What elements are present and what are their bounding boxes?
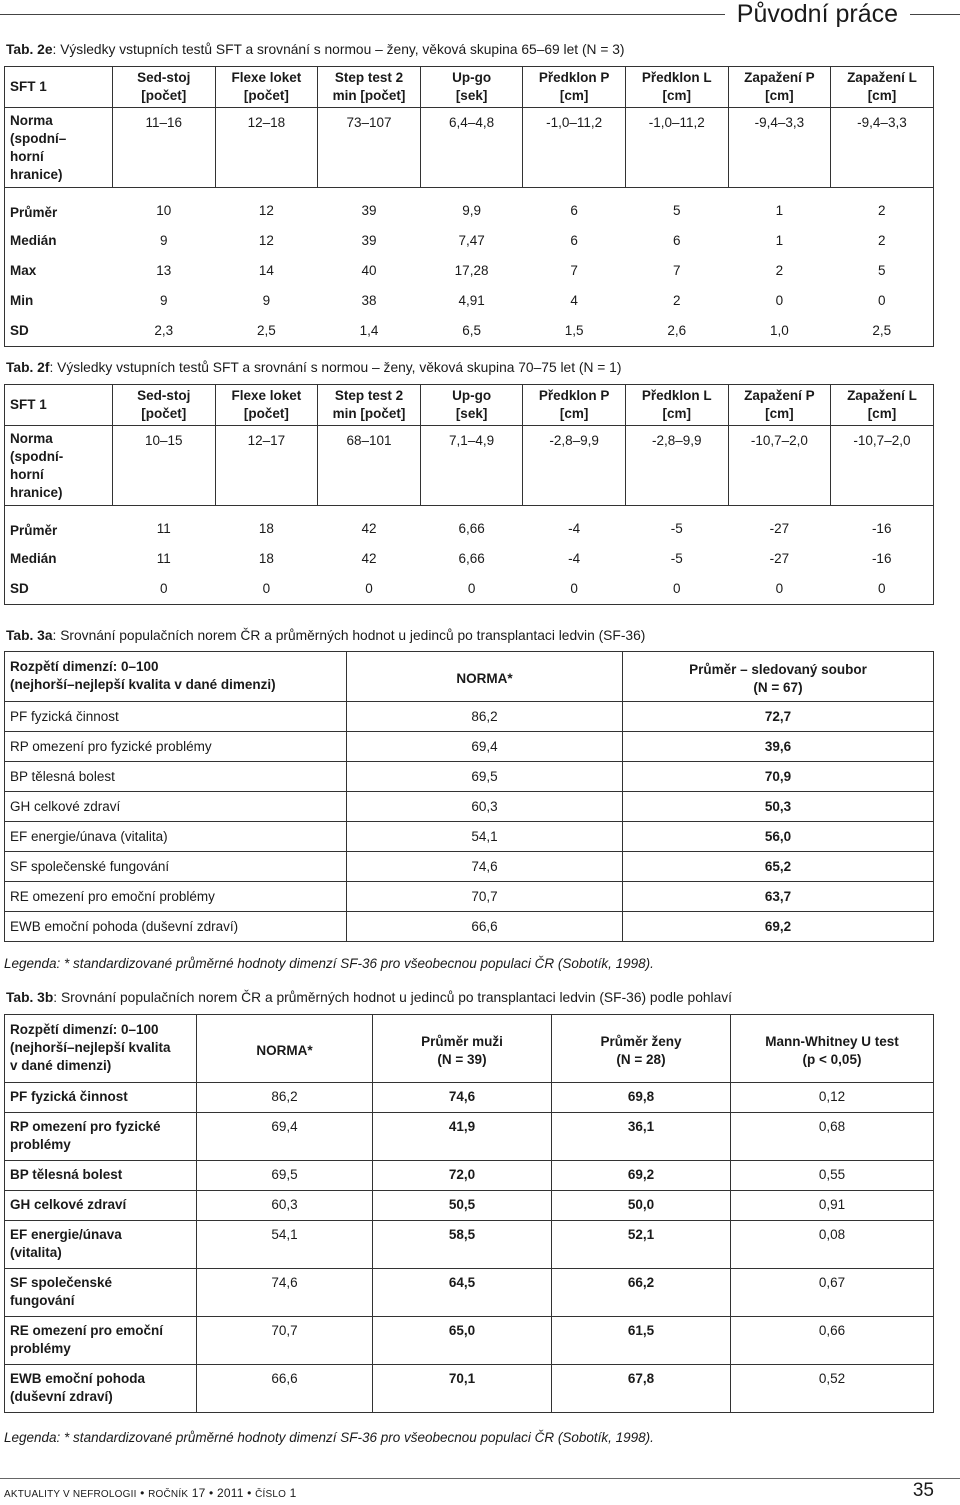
table-row — [5, 702, 934, 732]
table-cell: 7 — [570, 263, 578, 278]
norma-row — [5, 426, 934, 506]
header-row — [5, 1015, 934, 1083]
women-value: 50,0 — [552, 1191, 731, 1221]
column-header: Step test 2 min [počet] — [318, 385, 421, 426]
table-cell: 6,66 — [420, 506, 523, 545]
table-row — [5, 316, 934, 347]
table-cell: 42 — [361, 551, 377, 566]
women-value: 36,1 — [552, 1113, 731, 1161]
column-header: Mann-Whitney U test (p < 0,05) — [731, 1015, 934, 1083]
table-cell: 0 — [318, 574, 421, 605]
mean-value: 50,3 — [623, 792, 934, 822]
table-cell: 2,5 — [215, 316, 318, 347]
header-row — [5, 67, 934, 108]
women-value: 69,8 — [552, 1083, 731, 1113]
table-2f — [4, 384, 934, 605]
row-label: PF fyzická činnost — [5, 702, 347, 732]
table-cell: 7,47 — [458, 233, 485, 248]
header-row — [5, 652, 934, 702]
row-label: RE omezení pro emoční problémy — [5, 1317, 197, 1365]
column-header: Zapažení L [cm] — [831, 385, 934, 426]
women-value: 66,2 — [552, 1269, 731, 1317]
column-header: Předklon L [cm] — [625, 385, 728, 426]
table-cell: 5 — [831, 256, 934, 286]
column-header: Průměr ženy (N = 28) — [552, 1015, 731, 1083]
column-header: NORMA* — [347, 652, 623, 702]
column-header: Zapažení P [cm] — [728, 67, 831, 108]
norma-value: 60,3 — [197, 1191, 373, 1221]
table-cell: 2 — [831, 226, 934, 256]
column-header: Flexe loket [počet] — [215, 385, 318, 426]
mean-value: 72,7 — [623, 702, 934, 732]
column-header: Předklon L [cm] — [625, 67, 728, 108]
norma-value: -9,4–3,3 — [728, 108, 831, 188]
row-label: Průměr — [5, 188, 113, 227]
men-value: 64,5 — [373, 1269, 552, 1317]
table-3a-legend: Legenda: * standardizované průměrné hodnoty dimenzí SF-36 pro všeobecnou populaci ČR (Sobotík, 1998). — [4, 956, 654, 971]
table-cell: 2 — [831, 188, 934, 227]
table-row — [5, 188, 934, 227]
men-value: 74,6 — [373, 1083, 552, 1113]
row-label: RE omezení pro emoční problémy — [5, 882, 347, 912]
table-row — [5, 286, 934, 316]
column-header: Rozpětí dimenzí: 0–100 (nejhorší–nejlepší kvalita v dané dimenzi) — [5, 1015, 197, 1083]
footer-rule — [0, 1478, 960, 1479]
norma-value: -10,7–2,0 — [831, 426, 934, 506]
mean-value: 69,2 — [623, 912, 934, 942]
table-cell: 2 — [775, 263, 784, 278]
table-cell: 0 — [831, 286, 934, 316]
table-row — [5, 226, 934, 256]
table-cell: -4 — [568, 551, 581, 566]
table-cell: 11 — [113, 506, 216, 545]
women-value: 52,1 — [552, 1221, 731, 1269]
row-label: Max — [5, 256, 113, 286]
table-cell: 14 — [258, 263, 274, 278]
p-value: 0,68 — [731, 1113, 934, 1161]
table-cell: 18 — [215, 506, 318, 545]
column-header: Předklon P [cm] — [523, 67, 626, 108]
column-header: Rozpětí dimenzí: 0–100 (nejhorší–nejlepší kvalita v dané dimenzi) — [5, 652, 347, 702]
women-value: 61,5 — [552, 1317, 731, 1365]
column-header: Sed-stoj [počet] — [113, 67, 216, 108]
table-cell: 1,5 — [523, 316, 626, 347]
norma-row — [5, 108, 934, 188]
table-row — [5, 574, 934, 605]
norma-value: 73–107 — [318, 108, 421, 188]
page-number: 35 — [912, 1480, 934, 1501]
table-row — [5, 1161, 934, 1191]
p-value: 0,67 — [731, 1269, 934, 1317]
men-value: 58,5 — [373, 1221, 552, 1269]
row-label: EF energie/únava (vitalita) — [5, 1221, 197, 1269]
row-label: SD — [5, 574, 113, 605]
row-label: Průměr — [5, 506, 113, 545]
table-cell: 1,0 — [728, 316, 831, 347]
men-value: 65,0 — [373, 1317, 552, 1365]
table-cell: -27 — [728, 506, 831, 545]
women-value: 67,8 — [552, 1365, 731, 1413]
row-label: BP tělesná bolest — [5, 762, 347, 792]
norma-label: Norma (spodní– horní hranice) — [5, 108, 113, 188]
table-cell: 40 — [361, 263, 377, 278]
table-row — [5, 1317, 934, 1365]
row-label: PF fyzická činnost — [5, 1083, 197, 1113]
row-label: Medián — [5, 226, 113, 256]
table-cell: 7 — [673, 263, 681, 278]
mean-value: 56,0 — [623, 822, 934, 852]
column-header: Up-go [sek] — [420, 385, 523, 426]
table-cell: 1,4 — [318, 316, 421, 347]
men-value: 72,0 — [373, 1161, 552, 1191]
p-value: 0,66 — [731, 1317, 934, 1365]
table-row — [5, 1365, 934, 1413]
norma-value: 12–17 — [215, 426, 318, 506]
row-label: EWB emoční pohoda (duševní zdraví) — [5, 1365, 197, 1413]
table-3a — [4, 651, 934, 942]
table-cell: -16 — [831, 544, 934, 574]
table-cell: 13 — [156, 263, 172, 278]
norma-value: 54,1 — [197, 1221, 373, 1269]
table-cell: 2,6 — [625, 316, 728, 347]
norma-value: 86,2 — [197, 1083, 373, 1113]
table-cell: 6,5 — [420, 316, 523, 347]
p-value: 0,52 — [731, 1365, 934, 1413]
row-label: GH celkové zdraví — [5, 1191, 197, 1221]
table-cell: 39 — [318, 188, 421, 227]
column-header: Step test 2 min [počet] — [318, 67, 421, 108]
column-header: Průměr – sledovaný soubor (N = 67) — [623, 652, 934, 702]
table-3b — [4, 1014, 934, 1413]
norma-value: 69,5 — [197, 1161, 373, 1191]
p-value: 0,91 — [731, 1191, 934, 1221]
row-label: Medián — [5, 544, 113, 574]
table-cell: 0 — [420, 574, 523, 605]
p-value: 0,55 — [731, 1161, 934, 1191]
table-row — [5, 1221, 934, 1269]
norma-value: 69,4 — [347, 732, 623, 762]
table-row — [5, 732, 934, 762]
table-cell: 6,66 — [458, 551, 485, 566]
table-row — [5, 822, 934, 852]
row-label: SF společenské fungování — [5, 852, 347, 882]
table-row — [5, 256, 934, 286]
column-header: Předklon P [cm] — [523, 385, 626, 426]
table-row — [5, 792, 934, 822]
norma-value: 74,6 — [347, 852, 623, 882]
table-2e-caption: Tab. 2e: Výsledky vstupních testů SFT a srovnání s normou – ženy, věková skupina 65–69 let (N = 3) — [6, 42, 625, 57]
table-cell: 5 — [625, 188, 728, 227]
norma-label: Norma (spodní- horní hranice) — [5, 426, 113, 506]
table-3a-caption: Tab. 3a: Srovnání populačních norem ČR a průměrných hodnot u jedinců po transplantaci ledvin (SF-36) — [6, 628, 646, 643]
column-header: Flexe loket [počet] — [215, 67, 318, 108]
women-value: 69,2 — [552, 1161, 731, 1191]
table-cell: 0 — [625, 574, 728, 605]
corner-cell: SFT 1 — [5, 385, 113, 426]
header-row — [5, 385, 934, 426]
table-cell: 9 — [262, 293, 271, 308]
norma-value: 12–18 — [215, 108, 318, 188]
norma-value: 68–101 — [318, 426, 421, 506]
table-3b-legend: Legenda: * standardizované průměrné hodnoty dimenzí SF-36 pro všeobecnou populaci ČR (Sobotík, 1998). — [4, 1430, 654, 1445]
p-value: 0,08 — [731, 1221, 934, 1269]
table-cell: -4 — [523, 506, 626, 545]
norma-value: 60,3 — [347, 792, 623, 822]
column-header: Průměr muži (N = 39) — [373, 1015, 552, 1083]
table-cell: 0 — [113, 574, 216, 605]
table-cell: 6 — [570, 233, 578, 248]
table-cell: 0 — [215, 574, 318, 605]
row-label: EF energie/únava (vitalita) — [5, 822, 347, 852]
men-value: 41,9 — [373, 1113, 552, 1161]
table-cell: 1 — [728, 188, 831, 227]
table-cell: 4 — [570, 293, 578, 308]
table-row — [5, 544, 934, 574]
table-cell: -5 — [670, 551, 683, 566]
table-cell: 39 — [361, 233, 377, 248]
row-label: Min — [5, 286, 113, 316]
table-cell: 4,91 — [458, 293, 485, 308]
norma-value: -1,0–11,2 — [625, 108, 728, 188]
norma-value: 70,7 — [347, 882, 623, 912]
table-cell: 12 — [215, 188, 318, 227]
table-row — [5, 852, 934, 882]
table-cell: 42 — [318, 506, 421, 545]
table-cell: -27 — [769, 551, 790, 566]
table-cell: 9,9 — [420, 188, 523, 227]
table-cell: 18 — [258, 551, 274, 566]
norma-value: 69,5 — [347, 762, 623, 792]
corner-cell: SFT 1 — [5, 67, 113, 108]
norma-value: -2,8–9,9 — [523, 426, 626, 506]
section-title: Původní práce — [725, 0, 910, 29]
mean-value: 39,6 — [623, 732, 934, 762]
row-label: SF společenské fungování — [5, 1269, 197, 1317]
row-label: BP tělesná bolest — [5, 1161, 197, 1191]
table-cell: 10 — [113, 188, 216, 227]
footer: AKTUALITY V NEFROLOGII • ROČNÍK 17 • 2011 • ČÍSLO 1 — [4, 1486, 297, 1500]
norma-value: 6,4–4,8 — [420, 108, 523, 188]
table-row — [5, 912, 934, 942]
table-cell: 1 — [775, 233, 784, 248]
p-value: 0,12 — [731, 1083, 934, 1113]
norma-value: -2,8–9,9 — [625, 426, 728, 506]
table-2e — [4, 66, 934, 347]
norma-value: 70,7 — [197, 1317, 373, 1365]
table-cell: 0 — [831, 574, 934, 605]
table-cell: 2,5 — [831, 316, 934, 347]
table-row — [5, 1269, 934, 1317]
table-cell: 0 — [523, 574, 626, 605]
column-header: Zapažení L [cm] — [831, 67, 934, 108]
norma-value: 11–16 — [113, 108, 216, 188]
men-value: 50,5 — [373, 1191, 552, 1221]
table-cell: 6 — [673, 233, 681, 248]
norma-value: -9,4–3,3 — [831, 108, 934, 188]
table-row — [5, 882, 934, 912]
column-header: NORMA* — [197, 1015, 373, 1083]
mean-value: 65,2 — [623, 852, 934, 882]
mean-value: 70,9 — [623, 762, 934, 792]
norma-value: 66,6 — [197, 1365, 373, 1413]
mean-value: 63,7 — [623, 882, 934, 912]
table-cell: -5 — [625, 506, 728, 545]
row-label: EWB emoční pohoda (duševní zdraví) — [5, 912, 347, 942]
row-label: SD — [5, 316, 113, 347]
norma-value: 86,2 — [347, 702, 623, 732]
table-row — [5, 1083, 934, 1113]
table-cell: 2 — [673, 293, 681, 308]
table-row — [5, 506, 934, 545]
table-cell: 0 — [728, 574, 831, 605]
table-3b-caption: Tab. 3b: Srovnání populačních norem ČR a průměrných hodnot u jedinců po transplantaci ledvin (SF-36) podle pohlaví — [6, 990, 733, 1005]
table-cell: 11 — [156, 551, 171, 566]
column-header: Sed-stoj [počet] — [113, 385, 216, 426]
norma-value: 66,6 — [347, 912, 623, 942]
table-cell: -16 — [831, 506, 934, 545]
table-cell: 17,28 — [454, 263, 489, 278]
table-cell: 9 — [160, 233, 168, 248]
table-cell: 38 — [361, 293, 377, 308]
table-cell: 9 — [160, 293, 168, 308]
norma-value: 7,1–4,9 — [420, 426, 523, 506]
table-cell: 2,3 — [113, 316, 216, 347]
column-header: Up-go [sek] — [420, 67, 523, 108]
norma-value: 10–15 — [113, 426, 216, 506]
norma-value: 69,4 — [197, 1113, 373, 1161]
row-label: RP omezení pro fyzické problémy — [5, 732, 347, 762]
column-header: Zapažení P [cm] — [728, 385, 831, 426]
norma-value: -1,0–11,2 — [523, 108, 626, 188]
norma-value: 54,1 — [347, 822, 623, 852]
men-value: 70,1 — [373, 1365, 552, 1413]
table-cell: 12 — [258, 233, 274, 248]
table-row — [5, 1191, 934, 1221]
norma-value: -10,7–2,0 — [728, 426, 831, 506]
norma-value: 74,6 — [197, 1269, 373, 1317]
table-2f-caption: Tab. 2f: Výsledky vstupních testů SFT a srovnání s normou – ženy, věková skupina 70–75 let (N = 1) — [6, 360, 622, 375]
table-row — [5, 1113, 934, 1161]
table-row — [5, 762, 934, 792]
table-cell: 0 — [775, 293, 784, 308]
table-cell: 6 — [523, 188, 626, 227]
row-label: GH celkové zdraví — [5, 792, 347, 822]
row-label: RP omezení pro fyzické problémy — [5, 1113, 197, 1161]
